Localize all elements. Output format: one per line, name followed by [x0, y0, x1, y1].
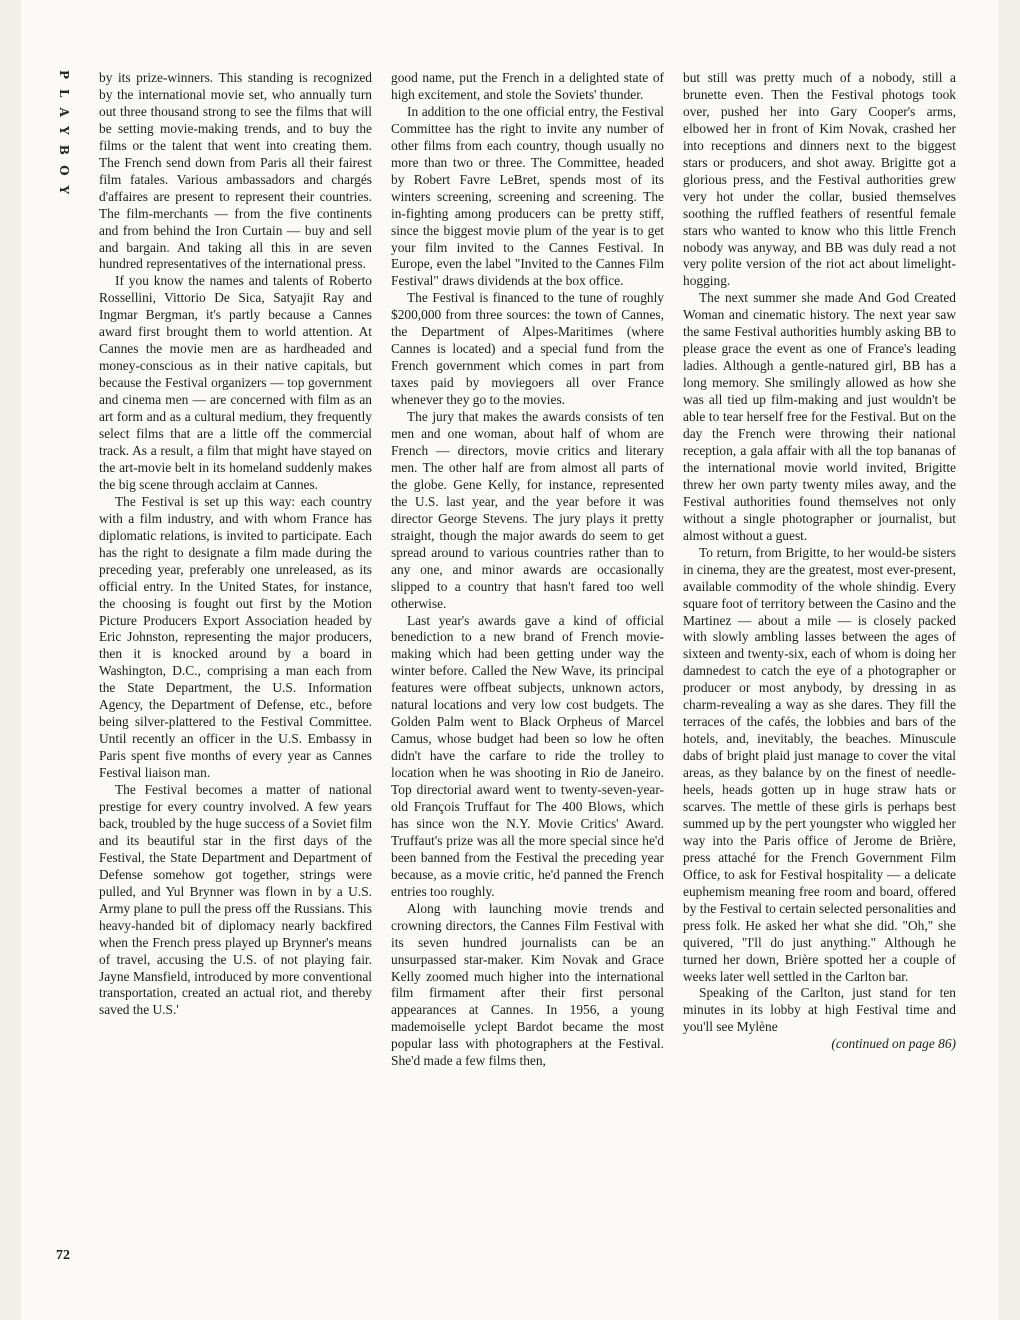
paragraph: but still was pretty much of a nobody, still a brunette even. Then the Festival photogs took over, pushed her into Gary Cooper's arms, elbowed her in front of Kim Novak, crashed her into receptions and dinners next to the biggest stars or producers, and shot away. Brigitte got a glorious press, and the Festival authorities grew very hot under the collar, busied themselves soothing the ruffled feathers of resentful female stars who wanted to know who this little French nobody was anyway, and BB was duly read a not very polite version of the riot act about limelight-hogging. [683, 70, 956, 289]
paragraph: Speaking of the Carlton, just stand for ten minutes in its lobby at high Festival time and you'll see Mylène [683, 985, 956, 1035]
text-column-2 [391, 70, 664, 1070]
paragraph: The Festival becomes a matter of national prestige for every country involved. A few years back, troubled by the huge success of a Soviet film and its beautiful star in the first days of the Festival, the State Department and Department of Defense somehow got together, strings were pulled, and Yul Brynner was flown in by a U.S. Army plane to pull the press off the Russians. This heavy-handed bit of diplomacy nearly backfired when the French press played up Brynner's means of travel, accusing the U.S. of not playing fair. Jayne Mansfield, introduced by more conventional transportation, created an actual riot, and thereby saved the U.S.' [99, 782, 372, 1018]
paragraph: by its prize-winners. This standing is recognized by the international movie set, who annually turn out three thousand strong to see the films that will be setting movie-making trends, and to buy the films or the talent that went into creating them. The French send down from Paris all their fairest film fatales. Various ambassadors and chargés d'affaires are present to represent their countries. The film-merchants — from the five continents and from behind the Iron Curtain — buy and sell and bargain. And taking all this in are seven hundred representatives of the international press. [99, 70, 372, 272]
paragraph: The jury that makes the awards consists of ten men and one woman, about half of whom are French — directors, movie critics and literary men. The other half are from almost all parts of the globe. Gene Kelly, for instance, represented the U.S. last year, and the year before it was director George Stevens. The jury plays it pretty straight, though the major awards do seem to get spread around to various countries rather than to any one, and minor awards are occasionally slipped to a country that hasn't fared too well otherwise. [391, 409, 664, 611]
page-number: 72 [56, 1248, 70, 1263]
paragraph: Last year's awards gave a kind of official benediction to a new brand of French movie-making which had been getting under way the winter before. Called the New Wave, its principal features were offbeat subjects, unknown actors, natural locations and very low cost budgets. The Golden Palm went to Black Orpheus of Marcel Camus, whose budget had been so low he often didn't have the carfare to ride the trolley to location when he was shooting in Rio de Janeiro. Top directorial award went to twenty-seven-year-old François Truffaut for The 400 Blows, which has since won the N.Y. Movie Critics' Award. Truffaut's prize was all the more special since he'd been banned from the Festival the preceding year because, as a movie critic, he'd panned the French entries too roughly. [391, 612, 664, 899]
text-column-1 [99, 70, 372, 1019]
running-head: PLAYBOY [57, 70, 71, 205]
paragraph: The next summer she made And God Created Woman and cinematic history. The next year saw the same Festival authorities humbly asking BB to please grace the event as one of France's leading ladies. Although a gentle-natured girl, BB has a long memory. She smilingly allowed as how she was all tied up film-making and just wouldn't be able to tear herself free for the Festival. But on the day the French were throwing their national reception, a gala affair with all the top bananas of the international movie world invited, Brigitte threw her own party twenty miles away, and the Festival authorities found themselves not only without a single photographer or journalist, but almost without a guest. [683, 290, 956, 543]
paragraph: The Festival is set up this way: each country with a film industry, and with whom France has diplomatic relations, is invited to participate. Each has the right to designate a film made during the preceding year, preferably one unreleased, as its official entry. In the United States, for instance, the choosing is fought out first by the Motion Picture Producers Export Association headed by Eric Johnston, representing the major producers, then it is knocked around by a board in Washington, D.C., comprising a man each from the State Department, the U.S. Information Agency, the Department of Defense, etc., before being silver-plattered to the Festival Committee. Until recently an officer in the U.S. Embassy in Paris spent five months of every year as Cannes Festival liaison man. [99, 493, 372, 781]
text-column-3 [683, 70, 956, 1053]
paragraph: If you know the names and talents of Roberto Rossellini, Vittorio De Sica, Satyajit Ray and Ingmar Bergman, it's partly because a Cannes award first brought them to world attention. At Cannes the movie men are as hardheaded and money-conscious as in their native capitals, but because the Festival organizers — top government and cinema men — are concerned with film as an art form and as a cultural medium, they frequently select films that are a little off the commercial track. As a result, a film that might have stayed on the art-movie belt in its homeland suddenly makes the big scene through acclaim at Cannes. [99, 273, 372, 492]
paragraph: good name, put the French in a delighted state of high excitement, and stole the Soviets' thunder. [391, 70, 664, 102]
paragraph: To return, from Brigitte, to her would-be sisters in cinema, they are the greatest, most ever-present, available commodity of the whole shindig. Every square foot of territory between the Casino and the Martinez — about a mile — is closely packed with slowly ambling lasses between the ages of sixteen and twenty-six, each of whom is doing her damnedest to catch the eye of a photographer or producer or most anybody, by dressing in as charm-revealing a way as she dares. They fill the terraces of the cafés, the lobbies and bars of the hotels, and, inevitably, the beaches. Minuscule dabs of bright plaid just manage to cover the vital areas, as they balance by on the finest of needle-heels, heads gotten up in huge straw hats or scarves. The mettle of these girls is perhaps best summed up by the pert youngster who wiggled her way into the Paris office of Jerome de Brière, press attaché for the French Government Film Office, to ask for Festival hospitality — a delicate euphemism meaning free room and board, offered by the Festival to certain selected personalities and press folk. He asked her what she did. "Oh," she quivered, "I'll do just anything." Although he turned her down, Brière spotted her a couple of weeks later well settled in the Carlton bar. [683, 544, 956, 984]
paragraph: Along with launching movie trends and crowning directors, the Cannes Film Festival with its seven hundred journalists can be an unsurpassed star-maker. Kim Novak and Grace Kelly zoomed much higher into the international film firmament after their first personal appearances at Cannes. In 1956, a young mademoiselle yclept Bardot became the most popular lass with photographers at the Festival. She'd made a few films then, [391, 900, 664, 1069]
continued-note: (continued on page 86) [831, 1036, 956, 1052]
paragraph: In addition to the one official entry, the Festival Committee has the right to invite any number of other films from each country, though usually no more than two or three. The Committee, headed by Robert Favre LeBret, spends most of its winters screening, screening and screening. The in-fighting among producers can be pretty stiff, since the biggest movie plum of the year is to get your film invited to the Cannes Festival. In Europe, even the label "Invited to the Cannes Film Festival" draws dividends at the box office. [391, 103, 664, 289]
magazine-page [21, 0, 999, 1320]
paragraph: The Festival is financed to the tune of roughly $200,000 from three sources: the town of Cannes, the Department of Alpes-Maritimes (where Cannes is located) and a special fund from the French government which comes in part from taxes paid by moviegoers all over France whenever they go to the movies. [391, 290, 664, 408]
